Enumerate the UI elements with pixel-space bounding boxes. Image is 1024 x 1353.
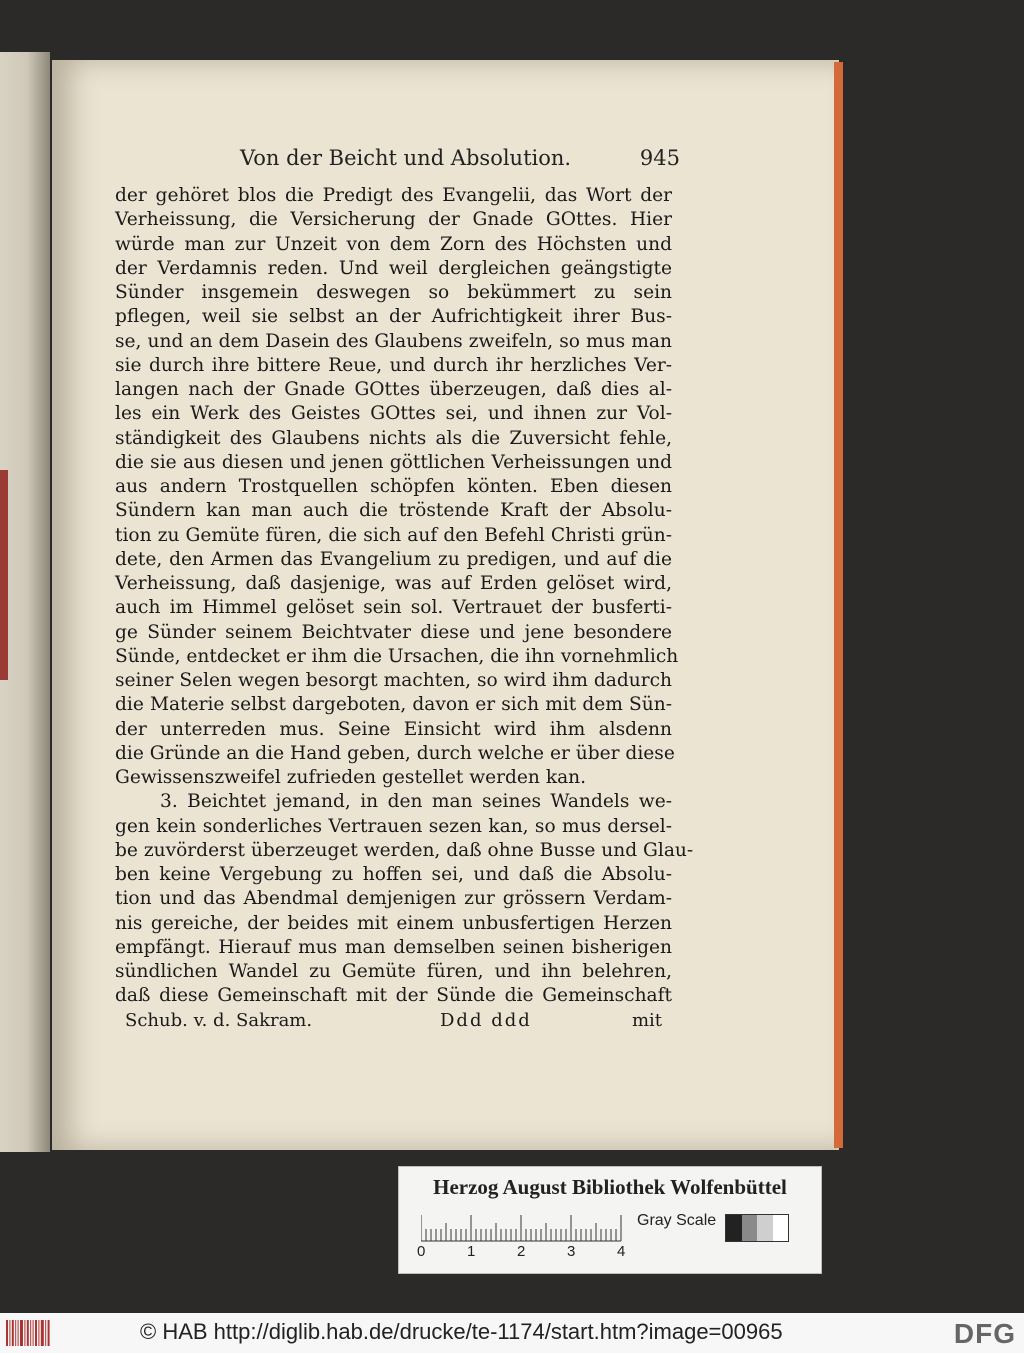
ruler-label: 4 (617, 1243, 626, 1260)
barcode-bar (9, 1320, 10, 1346)
text-line: se, und an dem Dasein des Glaubens zweifeln, so mus man (115, 330, 672, 352)
barcode-bar (35, 1320, 37, 1346)
ruler-label: 1 (467, 1243, 476, 1260)
catchword: mit (631, 1010, 662, 1031)
text-line: tion zu Gemüte füren, die sich auf den Befehl Christi grün- (115, 524, 672, 546)
text-line: daß diese Gemeinschaft mit der Sünde die Gemeinschaft (115, 985, 672, 1007)
text-line: pflegen, weil sie selbst an der Aufrichtigkeit ihrer Bus- (115, 306, 672, 328)
text-line: ständigkeit des Glaubens nichts als die Zuversicht fehle, (115, 427, 672, 449)
barcode-bar (30, 1320, 31, 1346)
ruler-label: 0 (417, 1243, 426, 1260)
text-line: empfängt. Hierauf mus man demselben seinen bisherigen (115, 936, 672, 958)
text-line: würde man zur Unzeit von dem Zorn des Höchsten und (115, 233, 672, 255)
barcode-bar (27, 1320, 29, 1346)
text-line: les ein Werk des Geistes GOttes sei, und ihnen zur Vol- (115, 403, 672, 425)
text-line: Sünde, entdecket er ihm die Ursachen, die ihn vornehmlich (115, 645, 679, 667)
barcode-bar (48, 1320, 50, 1346)
barcode-bar (41, 1320, 44, 1346)
grayscale-swatch (726, 1215, 742, 1241)
body-text (115, 184, 694, 1009)
ruler-label: 2 (517, 1243, 526, 1260)
barcode-bar (15, 1320, 16, 1346)
text-line: der Verdamnis reden. Und weil dergleichen geängstigte (115, 257, 672, 279)
text-line: dete, den Armen das Evangelium zu predigen, und auf die (115, 548, 672, 570)
text-line: ben keine Vergebung zu hoffen sei, und daß die Absolu- (115, 864, 672, 885)
grayscale-swatch (742, 1215, 758, 1241)
text-line: der gehöret blos die Predigt des Evangelii, das Wort der (115, 185, 672, 206)
text-line: auch im Himmel gelöset sein sol. Vertrauet der busferti- (115, 597, 672, 619)
text-line: Verheissung, daß dasjenige, was auf Erden gelöset wird, (115, 573, 672, 594)
ruler-label: 3 (567, 1243, 576, 1260)
text-line: Sünder insgemein deswegen so bekümmert zu sein (115, 282, 672, 303)
text-line: sündlichen Wandel zu Gemüte füren, und ihn belehren, (115, 961, 672, 982)
text-line: die Materie selbst dargeboten, davon er sich mit dem Sün- (115, 694, 672, 716)
barcode-bar (24, 1320, 25, 1346)
barcode-bar (33, 1320, 34, 1346)
grayscale-bar (725, 1214, 789, 1242)
text-line: ge Sünder seinem Beichtvater diese und jene besondere (115, 621, 672, 643)
running-head (240, 146, 680, 176)
barcode-bar (45, 1320, 46, 1346)
text-line: tion und das Abendmal demjenigen zur grössern Verdam- (115, 888, 672, 910)
grayscale-label: Gray Scale (637, 1212, 717, 1229)
signature-title: Schub. v. d. Sakram. (125, 1010, 313, 1031)
left-page-red-marker (0, 470, 8, 680)
source-url[interactable]: © HAB http://diglib.hab.de/drucke/te-1174/start.htm?image=00965 (140, 1319, 783, 1344)
text-line: 3. Beichtet jemand, in den man seines Wandels we- (160, 791, 672, 813)
barcode-bar (18, 1320, 19, 1346)
barcode-bar (20, 1320, 23, 1346)
text-line: Gewissenszweifel zufrieden gestellet werden kan. (115, 767, 587, 788)
page-footer (115, 1010, 672, 1036)
page-number: 945 (639, 146, 680, 170)
text-line: aus andern Trostquellen schöpfen könten. Eben diesen (115, 476, 672, 497)
footer-bar (0, 1313, 1024, 1353)
text-line: Sündern kan man auch die tröstende Kraft der Absolu- (115, 500, 672, 522)
dfg-logo: DFG (953, 1318, 1016, 1349)
hab-barcode-icon (6, 1320, 50, 1346)
text-line: Verheissung, die Versicherung der Gnade GOttes. Hier (115, 209, 672, 231)
signature-mark: Ddd ddd (440, 1010, 532, 1031)
page-red-edge (834, 62, 843, 1148)
text-line: langen nach der Gnade GOttes überzeugen, daß dies al- (115, 379, 672, 400)
barcode-bar (38, 1320, 39, 1346)
barcode-bar (6, 1320, 8, 1346)
grayscale-swatch (773, 1215, 789, 1241)
text-line: die sie aus diesen und jenen göttlichen Verheissungen und (115, 451, 672, 473)
library-card (398, 1166, 822, 1274)
text-line: sie durch ihre bittere Reue, und durch ihr herzliches Ver- (115, 354, 672, 376)
running-head-title: Von der Beicht und Absolution. (240, 146, 572, 170)
library-name: Herzog August Bibliothek Wolfenbüttel (433, 1175, 787, 1199)
barcode-bar (12, 1320, 14, 1346)
grayscale-swatch (757, 1215, 773, 1241)
text-line: seiner Selen wegen besorgt machten, so wird ihm dadurch (115, 670, 672, 691)
text-line: der unterreden mus. Seine Einsicht wird ihm alsdenn (115, 718, 672, 740)
text-line: nis gereiche, der beides mit einem unbusfertigen Herzen (115, 912, 672, 934)
text-line: gen kein sonderliches Vertrauen sezen kan, so mus dersel- (115, 815, 672, 837)
ruler-labels (417, 1243, 641, 1265)
scale-ruler (421, 1213, 631, 1243)
text-line: die Gründe an die Hand geben, durch welche er über diese (115, 742, 675, 764)
text-line: be zuvörderst überzeuget werden, daß ohne Busse und Glau- (115, 839, 694, 861)
